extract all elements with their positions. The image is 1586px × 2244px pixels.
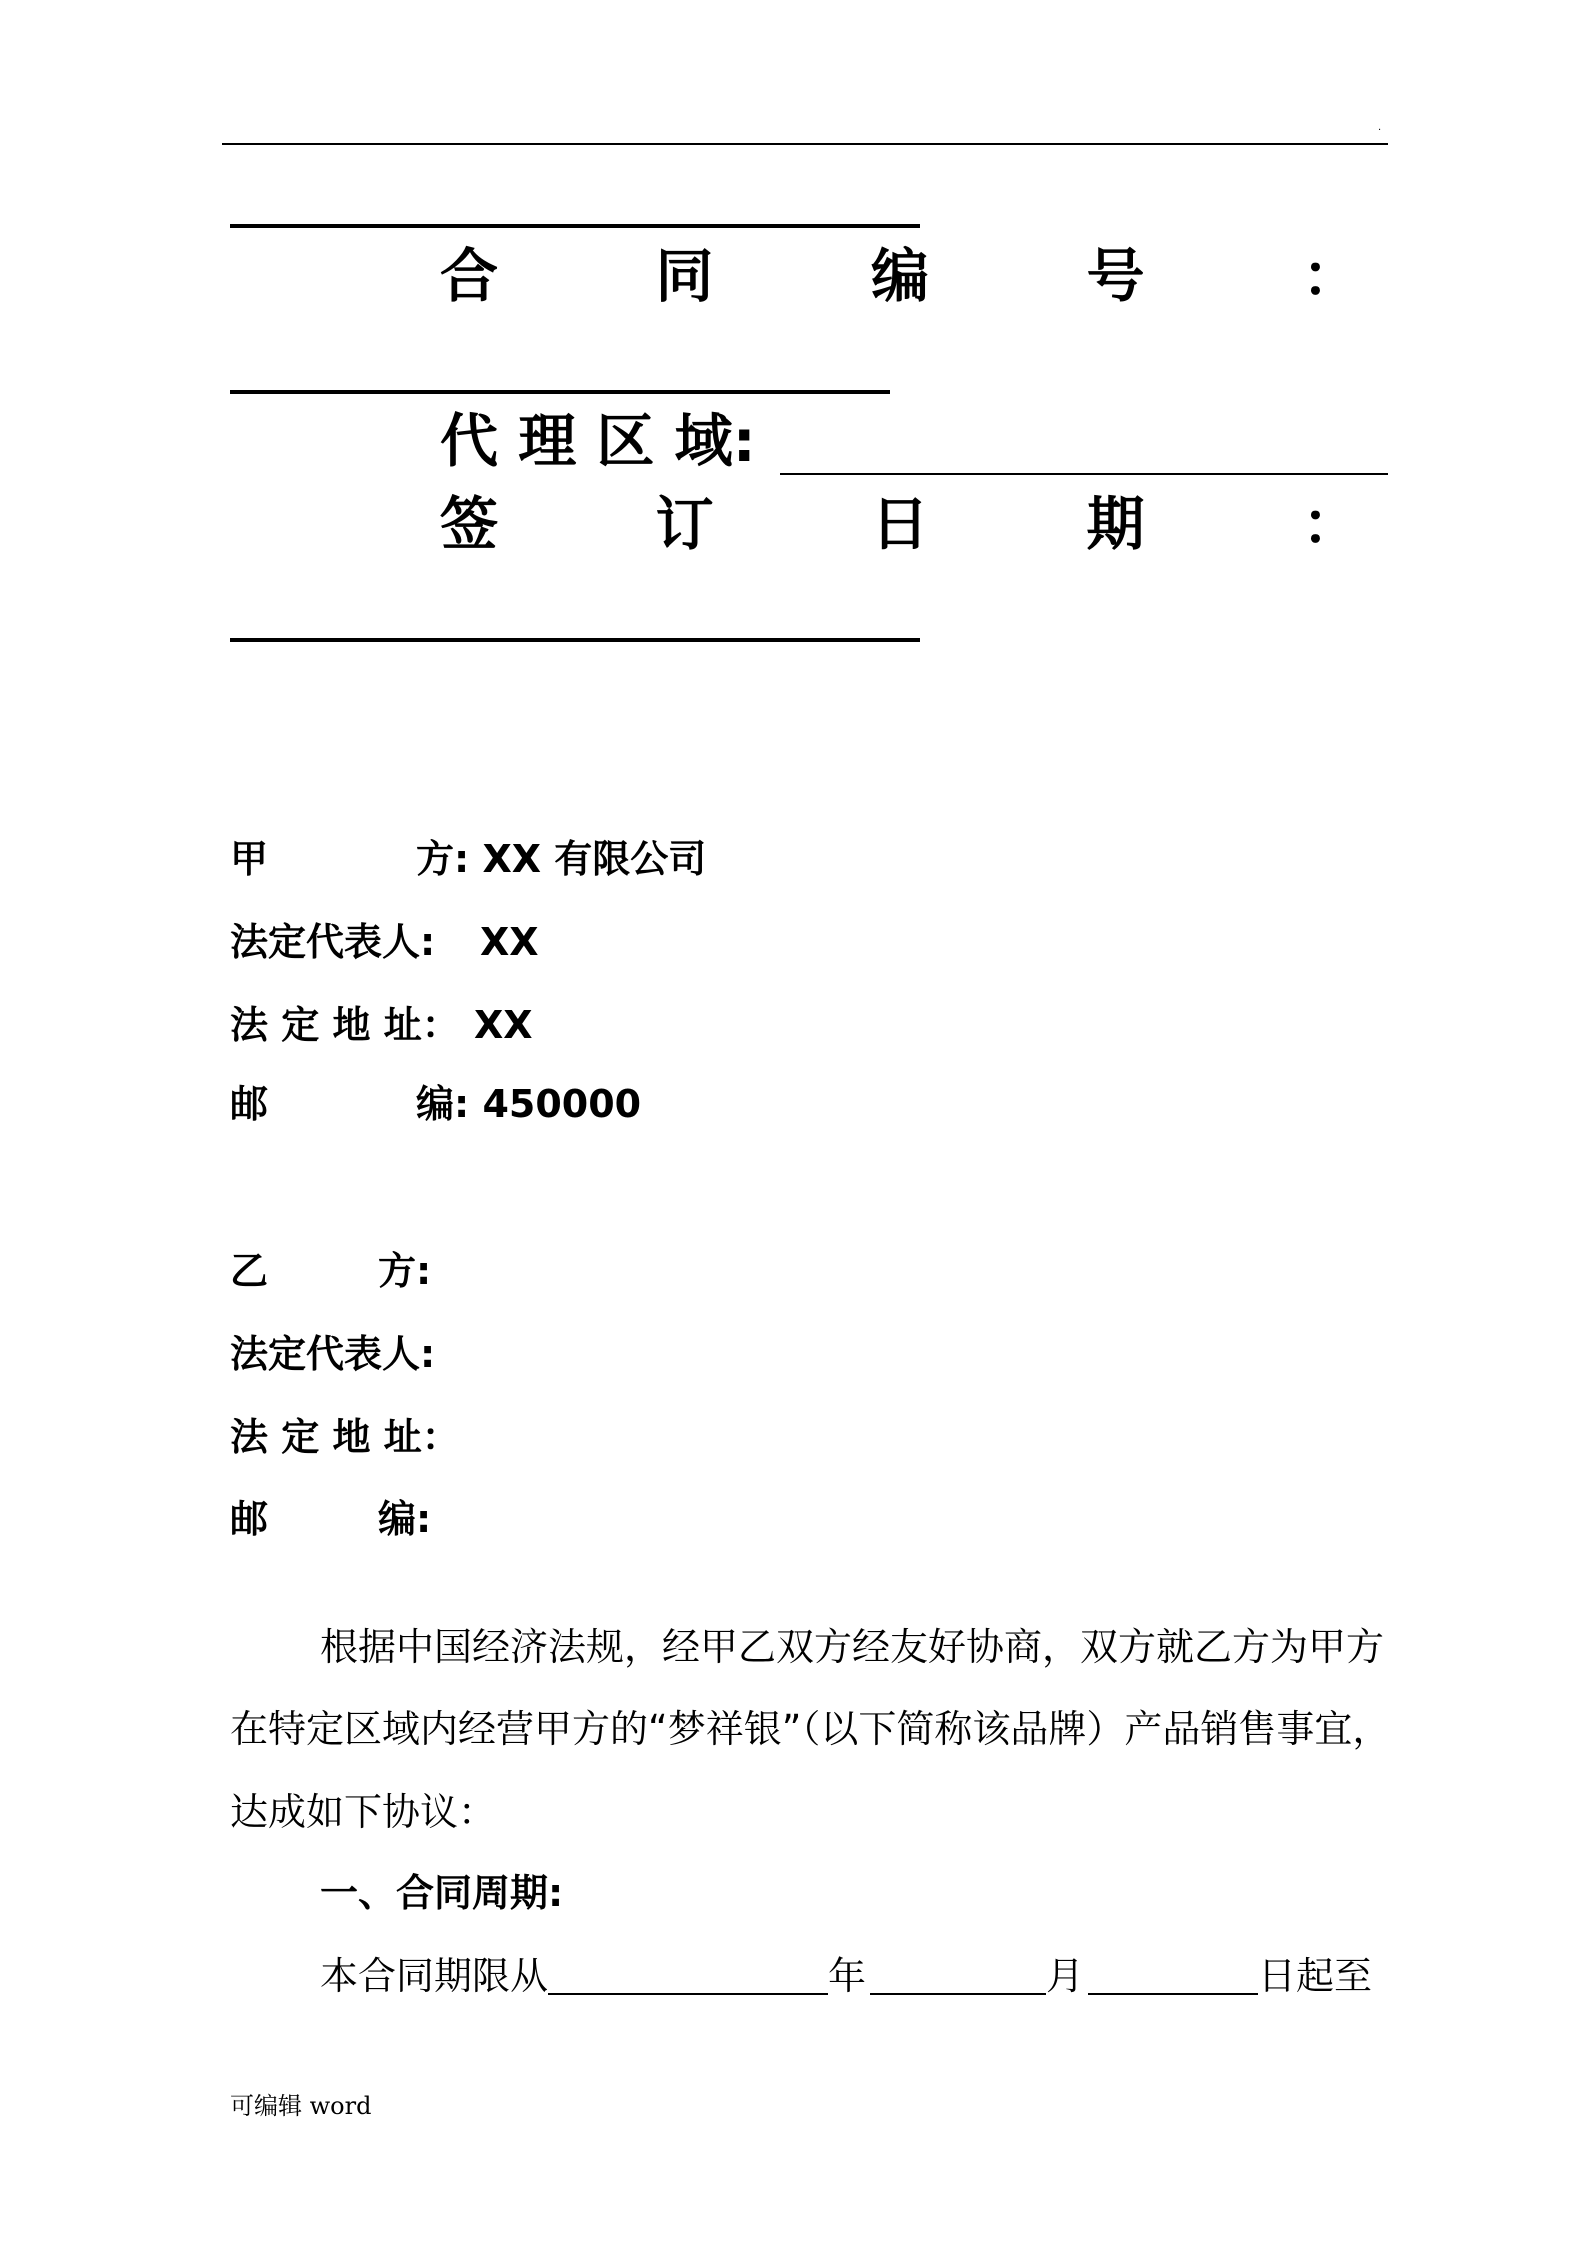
contract-term-row: [320, 1954, 1373, 1998]
section-1-heading: 一、合同周期:: [320, 1871, 564, 1915]
term-prefix: 本合同期限从: [320, 1954, 549, 1998]
sign-date-char-1: 签: [440, 490, 499, 558]
party-a-zip-value: 450000: [482, 1082, 642, 1126]
party-a-rep-label: 法定代表人:: [230, 920, 436, 964]
party-b-zip-label-2: 编:: [378, 1497, 432, 1541]
preamble-line-1: 根据中国经济法规，经甲乙双方经友好协商，双方就乙方为甲方: [320, 1625, 1385, 1669]
term-start-year-blank[interactable]: [548, 1959, 828, 1995]
sign-date-char-2: 订: [655, 490, 714, 558]
sign-date-label: [440, 490, 1360, 558]
region-label: 代 理 区 域:: [440, 407, 756, 475]
contract-no-char-1: 合: [440, 242, 499, 310]
preamble-line-2: 在特定区域内经营甲方的“梦祥银”（以下简称该品牌）产品销售事宜，: [230, 1707, 1391, 1751]
term-start-month-blank[interactable]: [870, 1959, 1046, 1995]
party-b-rep-row: [230, 1332, 436, 1376]
party-b-rep-label: 法定代表人:: [230, 1332, 436, 1376]
contract-no-char-3: 编: [870, 242, 929, 310]
party-b-name-row: [230, 1249, 432, 1293]
page-footer: 可编辑 word: [230, 2092, 372, 2120]
term-day-suffix: 日起至: [1258, 1954, 1373, 1998]
contract-no-char-5: ：: [1301, 242, 1360, 310]
party-a-name-label-2: 方:: [416, 837, 470, 881]
contract-no-char-2: 同: [655, 242, 714, 310]
sign-date-char-5: ：: [1301, 490, 1360, 558]
region-value-line: [780, 473, 1388, 475]
party-b-addr-label: 法 定 地 址：: [230, 1415, 460, 1459]
party-a-addr-label: 法 定 地 址：: [230, 1003, 460, 1047]
term-year-label: 年: [828, 1954, 867, 1998]
party-b-name-label-2: 方:: [378, 1249, 432, 1293]
party-a-zip-row: [230, 1082, 642, 1126]
party-a-name-value: XX 有限公司: [482, 837, 707, 881]
party-a-zip-label-2: 编:: [416, 1082, 470, 1126]
party-a-rep-row: [230, 920, 539, 964]
party-a-name-row: [230, 837, 707, 881]
party-b-zip-row: [230, 1497, 432, 1541]
header-rule: [222, 143, 1388, 145]
preamble-line-3: 达成如下协议：: [230, 1790, 497, 1834]
party-a-name-label-1: 甲: [230, 837, 269, 881]
contract-no-label: [440, 242, 1360, 310]
header-corner-mark: .: [1378, 122, 1382, 133]
party-b-zip-label-1: 邮: [230, 1497, 269, 1541]
party-a-rep-value: XX: [480, 920, 539, 964]
party-a-zip-label-1: 邮: [230, 1082, 269, 1126]
party-a-addr-value: XX: [474, 1003, 533, 1047]
sign-date-char-4: 期: [1086, 490, 1145, 558]
sign-date-value-line: [230, 638, 920, 642]
term-start-day-blank[interactable]: [1088, 1959, 1258, 1995]
party-a-addr-row: [230, 1003, 533, 1047]
term-month-label: 月: [1046, 1954, 1085, 1998]
party-b-name-label-1: 乙: [230, 1249, 269, 1293]
sign-date-char-3: 日: [870, 490, 929, 558]
contract-no-blank-line: [230, 224, 920, 228]
contract-no-char-4: 号: [1086, 242, 1145, 310]
contract-no-value-line: [230, 390, 890, 394]
party-b-addr-row: [230, 1415, 460, 1459]
